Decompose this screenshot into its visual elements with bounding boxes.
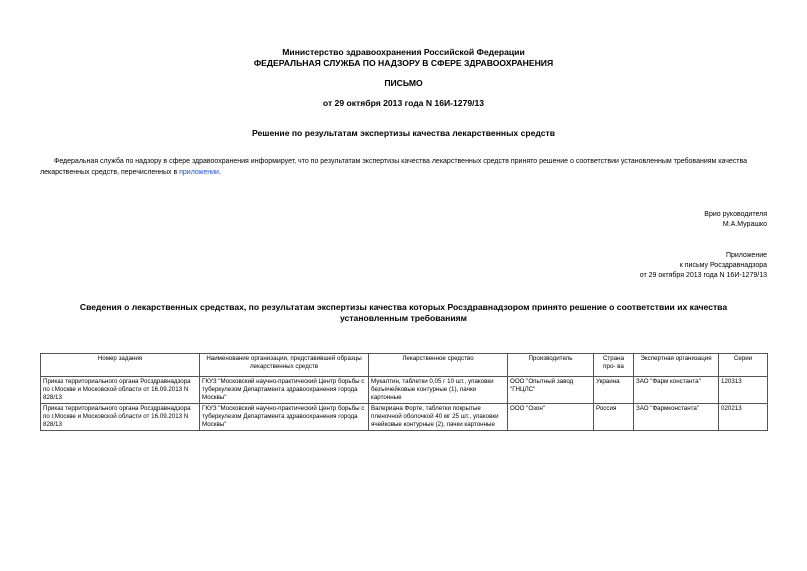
table-cell: Приказ территориального органа Росздравнадзора по г.Москве и Московской области от 16.09.2013 N 828/13 (41, 404, 200, 431)
table-row (41, 404, 768, 431)
table-cell: ЗАО "Фармконстанта" (634, 404, 719, 431)
document-type: ПИСЬМО (384, 78, 423, 88)
body-text-end: . (218, 169, 221, 176)
table-row (41, 377, 768, 404)
table-cell: 120313 (719, 377, 768, 404)
table-cell: ООО "Опытный завод "ГНЦЛС" (508, 377, 594, 404)
table-cell: Валериана Форте, таблетки покрытые пленочной оболочкой 40 мг 25 шт., упаковки ячейковые контурные (2), пачки картонные (369, 404, 508, 431)
body-text-start: Федеральная служба по надзору в сфере здравоохранения информирует, что по результатам экспертизы качества лекарственных средств принято решение о соответствии установленным требованиям качества лекарственных средств, перечисленных в (40, 158, 748, 176)
body-paragraph (40, 156, 767, 178)
table-header-row (41, 354, 768, 377)
column-header: Наименование организации, представившей образцы лекарственных средств (200, 354, 369, 377)
annex-to-letter: к письму Росздравнадзора (679, 262, 767, 269)
service-name: ФЕДЕРАЛЬНАЯ СЛУЖБА ПО НАДЗОРУ В СФЕРЕ ЗДРАВООХРАНЕНИЯ (253, 58, 554, 68)
column-header: Лекарственное средство (369, 354, 508, 377)
signer-position: Врио руководителя (704, 211, 767, 218)
annex-label: Приложение (725, 252, 767, 259)
table-cell: ГКУЗ "Московский научно-практический Центр борьбы с туберкулезом Департамента здравоохранения города Москвы" (200, 377, 369, 404)
column-header: Экспертная организация (634, 354, 719, 377)
column-header: Страна про- ва (594, 354, 634, 377)
document-date: от 29 октября 2013 года N 16И-1279/13 (322, 98, 485, 108)
annex-link[interactable]: приложении (179, 169, 219, 176)
column-header: Серии (719, 354, 768, 377)
table-cell: Украина (594, 377, 634, 404)
medicines-table (40, 353, 768, 431)
table-cell: ООО "Озон" (508, 404, 594, 431)
document-subject: Решение по результатам экспертизы качества лекарственных средств (251, 128, 556, 138)
table-cell: Мукалтин, таблетки 0,05 г 10 шт., упаковки безъячейковые контурные (1), пачки картонные (369, 377, 508, 404)
column-header: Производитель (508, 354, 594, 377)
table-cell: 020213 (719, 404, 768, 431)
table-cell: ГКУЗ "Московский научно-практический Центр борьбы с туберкулезом Департамента здравоохранения города Москвы" (200, 404, 369, 431)
ministry-name: Министерство здравоохранения Российской Федерации (282, 47, 525, 57)
annex-date: от 29 октября 2013 года N 16И-1279/13 (639, 272, 767, 279)
table-cell: Россия (594, 404, 634, 431)
table-cell: Приказ территориального органа Росздравнадзора по г.Москве и Московской области от 16.09.2013 N 828/13 (41, 377, 200, 404)
table-cell: ЗАО "Фарм константа" (634, 377, 719, 404)
annex-title: Сведения о лекарственных средствах, по результатам экспертизы качества которых Росздравнадзором принято решение о соответствии их качества установленным требованиям (79, 302, 728, 323)
signer-name: М.А.Мурашко (722, 221, 767, 228)
column-header: Номер задания (41, 354, 200, 377)
